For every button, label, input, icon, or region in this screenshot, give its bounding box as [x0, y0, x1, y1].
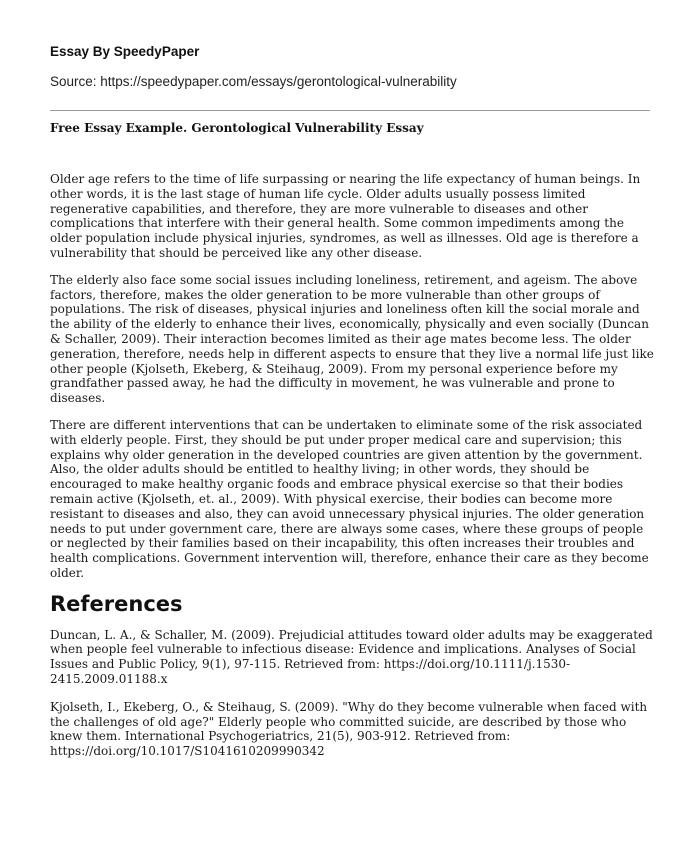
essay-paragraph: Older age refers to the time of life surpassing or nearing the life expectancy of human beings. In other words, it is the last stage of human life cycle. Older adults usually possess limited regenerative capabilities, and therefore, they are more vulnerable to diseases and other complications that interfere with their general health. Some common impediments among the older population include physical injuries, syndromes, as well as illnesses. Old age is therefore a vulnerability that should be perceived like any other disease. [50, 172, 641, 260]
references-heading: References [50, 591, 183, 616]
source-line: Source: https://speedypaper.com/essays/gerontological-vulnerability [50, 74, 457, 89]
header-divider [50, 110, 650, 111]
reference-item: Kjolseth, I., Ekeberg, O., & Steihaug, S. (2009). "Why do they become vulnerable when faced with the challenges of old age?" Elderly people who committed suicide, are described by those who knew them. International Psychogeriatrics, 21(5), 903-912. Retrieved from: https://doi.org/10.1017/S1041610209990342 [50, 699, 648, 759]
essay-paragraph: There are different interventions that can be undertaken to eliminate some of the risk associated with elderly people. First, they should be put under proper medical care and supervision; this explains why older generation in the developed countries are given attention by the government. Also, the older adults should be entitled to healthy living; in other words, they should be encouraged to make healthy organic foods and embrace physical exercise so that their bodies remain active (Kjolseth, et. al., 2009). With physical exercise, their bodies can become more resistant to diseases and also, they can avoid unnecessary physical injuries. The older generation needs to put under government care, there are always some cases, where these groups of people or neglected by their families based on their incapability, this often increases their troubles and health complications. Government intervention will, therefore, enhance their care as they become older. [50, 417, 649, 580]
essay-body [50, 172, 658, 772]
essay-title: Free Essay Example. Gerontological Vulnerability Essay [50, 121, 424, 135]
reference-item: Duncan, L. A., & Schaller, M. (2009). Prejudicial attitudes toward older adults may be exaggerated when people feel vulnerable to infectious disease: Evidence and implications. Analyses of Social Issues and Public Policy, 9(1), 97-115. Retrieved from: https://doi.org/10.1111/j.1530-2415.2009.01188.x [50, 627, 653, 686]
essay-paragraph: The elderly also face some social issues including loneliness, retirement, and ageism. The above factors, therefore, makes the older generation to be more vulnerable than other groups of populations. The risk of diseases, physical injuries and loneliness often kill the social morale and the ability of the elderly to enhance their lives, economically, physically and even socially (Duncan & Schaller, 2009). Their interaction becomes limited as their age mates become less. The older generation, therefore, needs help in different aspects to ensure that they live a normal life just like other people (Kjolseth, Ekeberg, & Steihaug, 2009). From my personal experience before my grandfather passed away, he had the difficulty in movement, he was vulnerable and prone to diseases. [50, 272, 654, 406]
references-list [50, 628, 658, 759]
document-header-title: Essay By SpeedyPaper [50, 44, 200, 59]
